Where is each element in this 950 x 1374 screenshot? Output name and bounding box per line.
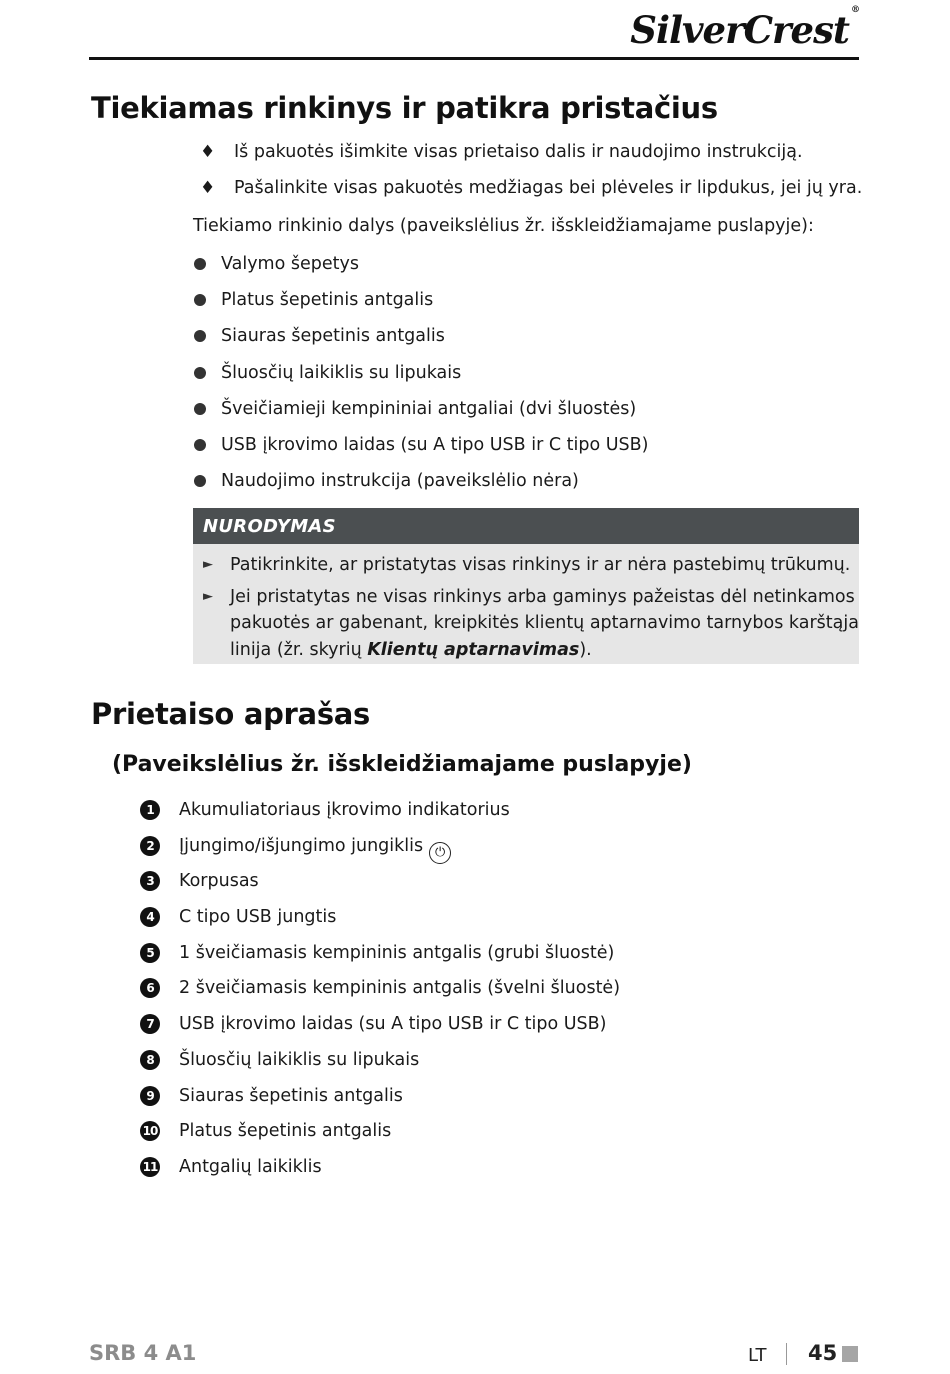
delivery-intro: Tiekiamo rinkinio dalys (paveikslėlius žr. išskleidžiamajame puslapyje):: [193, 216, 814, 236]
part-item: 3 Korpusas: [140, 870, 620, 906]
part-item: 4 C tipo USB jungtis: [140, 906, 620, 942]
part-item: 1 Akumuliatoriaus įkrovimo indikatorius: [140, 799, 620, 835]
part-item: 6 2 šveičiamasis kempininis antgalis (švelni šluostė): [140, 977, 620, 1013]
footer-square-icon: [842, 1346, 858, 1362]
diamond-bullet-icon: ♦: [200, 142, 216, 162]
part-number-badge: 4: [140, 907, 160, 927]
customer-service-reference: Klientų aptarnavimas: [367, 639, 580, 660]
list-item: Naudojimo instrukcija (paveikslėlio nėra): [193, 470, 648, 506]
instruction-item: ♦ Iš pakuotės išimkite visas prietaiso dalis ir naudojimo instrukciją.: [200, 142, 803, 162]
part-number-badge: 1: [140, 800, 160, 820]
part-number-badge: 5: [140, 943, 160, 963]
part-number-badge: 7: [140, 1014, 160, 1034]
part-number-badge: 8: [140, 1050, 160, 1070]
brand-logo: SilverCrest ®: [630, 4, 859, 52]
dot-bullet-icon: [194, 367, 206, 379]
instruction-list: [200, 141, 862, 213]
part-number-badge: 10: [140, 1121, 160, 1141]
note-item: ► Patikrinkite, ar pristatytas visas rinkinys ir ar nėra pastebimų trūkumų.: [203, 552, 859, 579]
part-item: 5 1 šveičiamasis kempininis antgalis (grubi šluostė): [140, 942, 620, 978]
list-item: Šluosčių laikiklis su lipukais: [193, 362, 648, 398]
part-number-badge: 3: [140, 871, 160, 891]
footer-language: LT: [748, 1345, 767, 1366]
arrow-bullet-icon: ►: [203, 557, 213, 572]
dot-bullet-icon: [194, 294, 206, 306]
power-button-icon: ⏻: [429, 842, 451, 864]
header-rule: [89, 57, 859, 60]
part-item: 9 Siauras šepetinis antgalis: [140, 1085, 620, 1121]
part-number-badge: 9: [140, 1086, 160, 1106]
note-item: ► Jei pristatytas ne visas rinkinys arba gaminys pažeistas dėl netinkamos pakuotės ar gabenant, kreipkitės klientų aptarnavimo tarnybos karštąja linija (žr. skyrių Klientų aptarnavimas).: [203, 584, 859, 664]
page-number: 45: [808, 1341, 838, 1365]
list-item: Platus šepetinis antgalis: [193, 289, 648, 325]
dot-bullet-icon: [194, 330, 206, 342]
arrow-bullet-icon: ►: [203, 588, 213, 604]
dot-bullet-icon: [194, 475, 206, 487]
part-item: 11 Antgalių laikiklis: [140, 1156, 620, 1192]
diamond-bullet-icon: ♦: [200, 178, 216, 198]
part-number-badge: 2: [140, 836, 160, 856]
list-item: Valymo šepetys: [193, 253, 648, 289]
part-item: 10 Platus šepetinis antgalis: [140, 1120, 620, 1156]
section-subtitle: (Paveikslėlius žr. išskleidžiamajame puslapyje): [112, 752, 692, 777]
list-item: USB įkrovimo laidas (su A tipo USB ir C tipo USB): [193, 434, 648, 470]
dot-bullet-icon: [194, 403, 206, 415]
part-item: 2 Įjungimo/išjungimo jungiklis ⏻: [140, 835, 620, 871]
footer-separator: [786, 1343, 787, 1365]
parts-list: [140, 799, 620, 1192]
note-list: [193, 544, 859, 663]
note-box: [193, 508, 859, 664]
section-title-delivery: Tiekiamas rinkinys ir patikra pristačius: [91, 91, 718, 125]
part-number-badge: 6: [140, 978, 160, 998]
list-item: Šveičiamieji kempininiai antgaliai (dvi šluostės): [193, 398, 648, 434]
part-item: 7 USB įkrovimo laidas (su A tipo USB ir C tipo USB): [140, 1013, 620, 1049]
section-title-description: Prietaiso aprašas: [91, 697, 371, 731]
instruction-item: ♦ Pašalinkite visas pakuotės medžiagas bei plėveles ir lipdukus, jei jų yra.: [200, 178, 863, 198]
part-number-badge: 11: [140, 1157, 160, 1177]
footer-model: SRB 4 A1: [89, 1341, 197, 1365]
dot-bullet-icon: [194, 258, 206, 270]
delivery-items-list: [193, 253, 648, 506]
part-item: 8 Šluosčių laikiklis su lipukais: [140, 1049, 620, 1085]
registered-mark: ®: [851, 4, 859, 15]
list-item: Siauras šepetinis antgalis: [193, 325, 648, 361]
note-heading: NURODYMAS: [193, 508, 859, 544]
dot-bullet-icon: [194, 439, 206, 451]
